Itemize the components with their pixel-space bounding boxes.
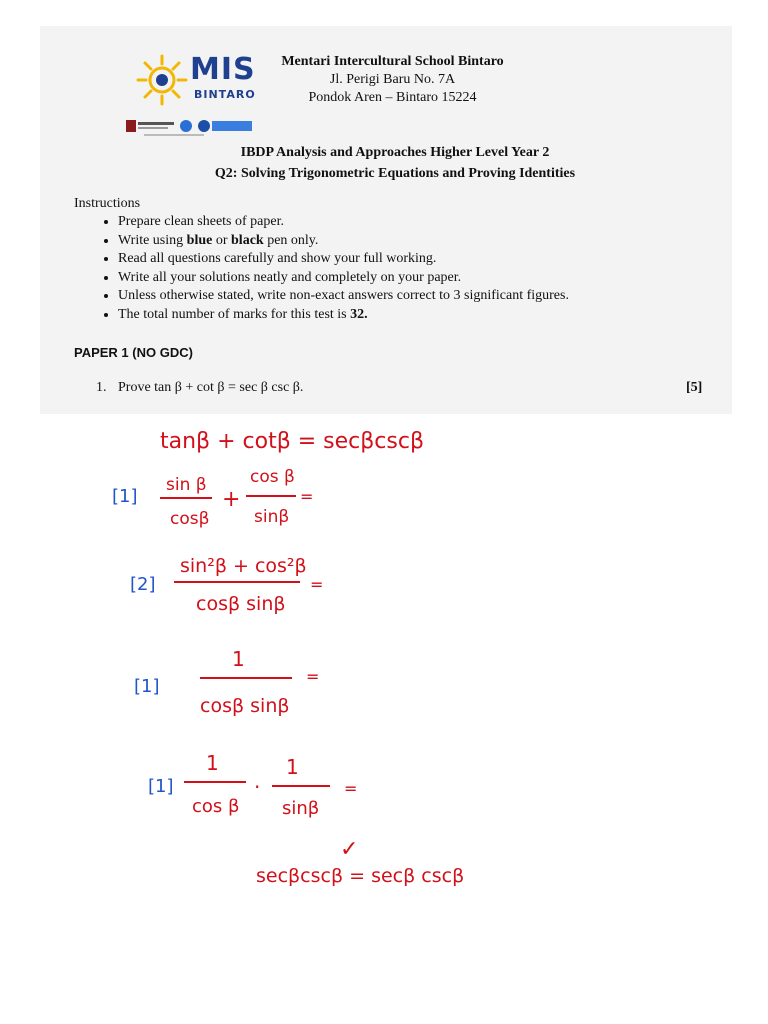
logo-mis-text: MIS	[190, 52, 256, 87]
hw-step1-mark: [1]	[112, 486, 138, 507]
document-title	[100, 142, 690, 184]
hw-step4-mark: [1]	[148, 776, 174, 797]
hw-step4-num-b: 1	[286, 755, 299, 779]
title-line-2: Q2: Solving Trigonometric Equations and Proving Identities	[214, 166, 576, 181]
hw-step3-mark: [1]	[134, 676, 160, 697]
instruction-item: • Prepare clean sheets of paper.	[118, 213, 569, 232]
hw-step1-num-b: cos β	[250, 467, 295, 487]
address-line-2: Pondok Aren – Bintaro 15224	[308, 90, 477, 105]
school-name: Mentari Intercultural School Bintaro	[281, 54, 504, 69]
hw-equals: =	[310, 575, 324, 594]
title-line-1: IBDP Analysis and Approaches Higher Level Year 2	[240, 145, 550, 160]
logo-bintaro-text: BINTARO	[194, 88, 256, 101]
hw-equals: =	[300, 487, 314, 506]
hw-final-line: secβcscβ = secβ cscβ	[256, 865, 465, 887]
hw-line-1: tanβ + cotβ = secβcscβ	[160, 429, 424, 454]
hw-step3-den: cosβ sinβ	[200, 695, 290, 717]
hw-equals: =	[344, 779, 358, 798]
hw-step4-op: ·	[254, 775, 261, 799]
instruction-item: • Unless otherwise stated, write non-exact answers correct to 3 significant figures.	[118, 287, 569, 306]
hw-step1-op: +	[222, 487, 241, 512]
paper-heading: PAPER 1 (NO GDC)	[74, 345, 193, 360]
hw-step1-den-b: sinβ	[254, 507, 290, 527]
hw-check-mark: ✓	[340, 837, 359, 862]
hw-equals: =	[306, 667, 320, 686]
partner-logos-icon	[124, 117, 264, 139]
question-number: 1.	[96, 380, 107, 395]
hw-step2-den: cosβ sinβ	[196, 593, 286, 615]
address-line-1: Jl. Perigi Baru No. 7A	[329, 72, 456, 87]
hw-step2-mark: [2]	[130, 574, 156, 595]
instruction-item: • Write all your solutions neatly and completely on your paper.	[118, 269, 569, 288]
hw-step1-num-a: sin β	[166, 475, 207, 495]
question-marks: [5]	[686, 380, 703, 395]
handwritten-solution	[0, 410, 768, 910]
hw-step4-den-b: sinβ	[282, 798, 320, 819]
hw-step4-num-a: 1	[206, 751, 219, 775]
instruction-item: • Write using blue or black pen only.	[118, 232, 569, 251]
hw-step1-den-a: cosβ	[170, 509, 210, 529]
instructions-heading: Instructions	[74, 196, 141, 211]
school-header	[240, 54, 545, 106]
question-text: Prove tan β + cot β = sec β csc β.	[118, 380, 304, 395]
hw-step2-num: sin²β + cos²β	[180, 555, 307, 577]
instruction-item: • The total number of marks for this test is 32.	[118, 306, 569, 325]
hw-step4-den-a: cos β	[192, 796, 240, 817]
instructions-list	[74, 213, 569, 324]
instruction-item: • Read all questions carefully and show your full working.	[118, 250, 569, 269]
hw-step3-num: 1	[232, 647, 245, 671]
